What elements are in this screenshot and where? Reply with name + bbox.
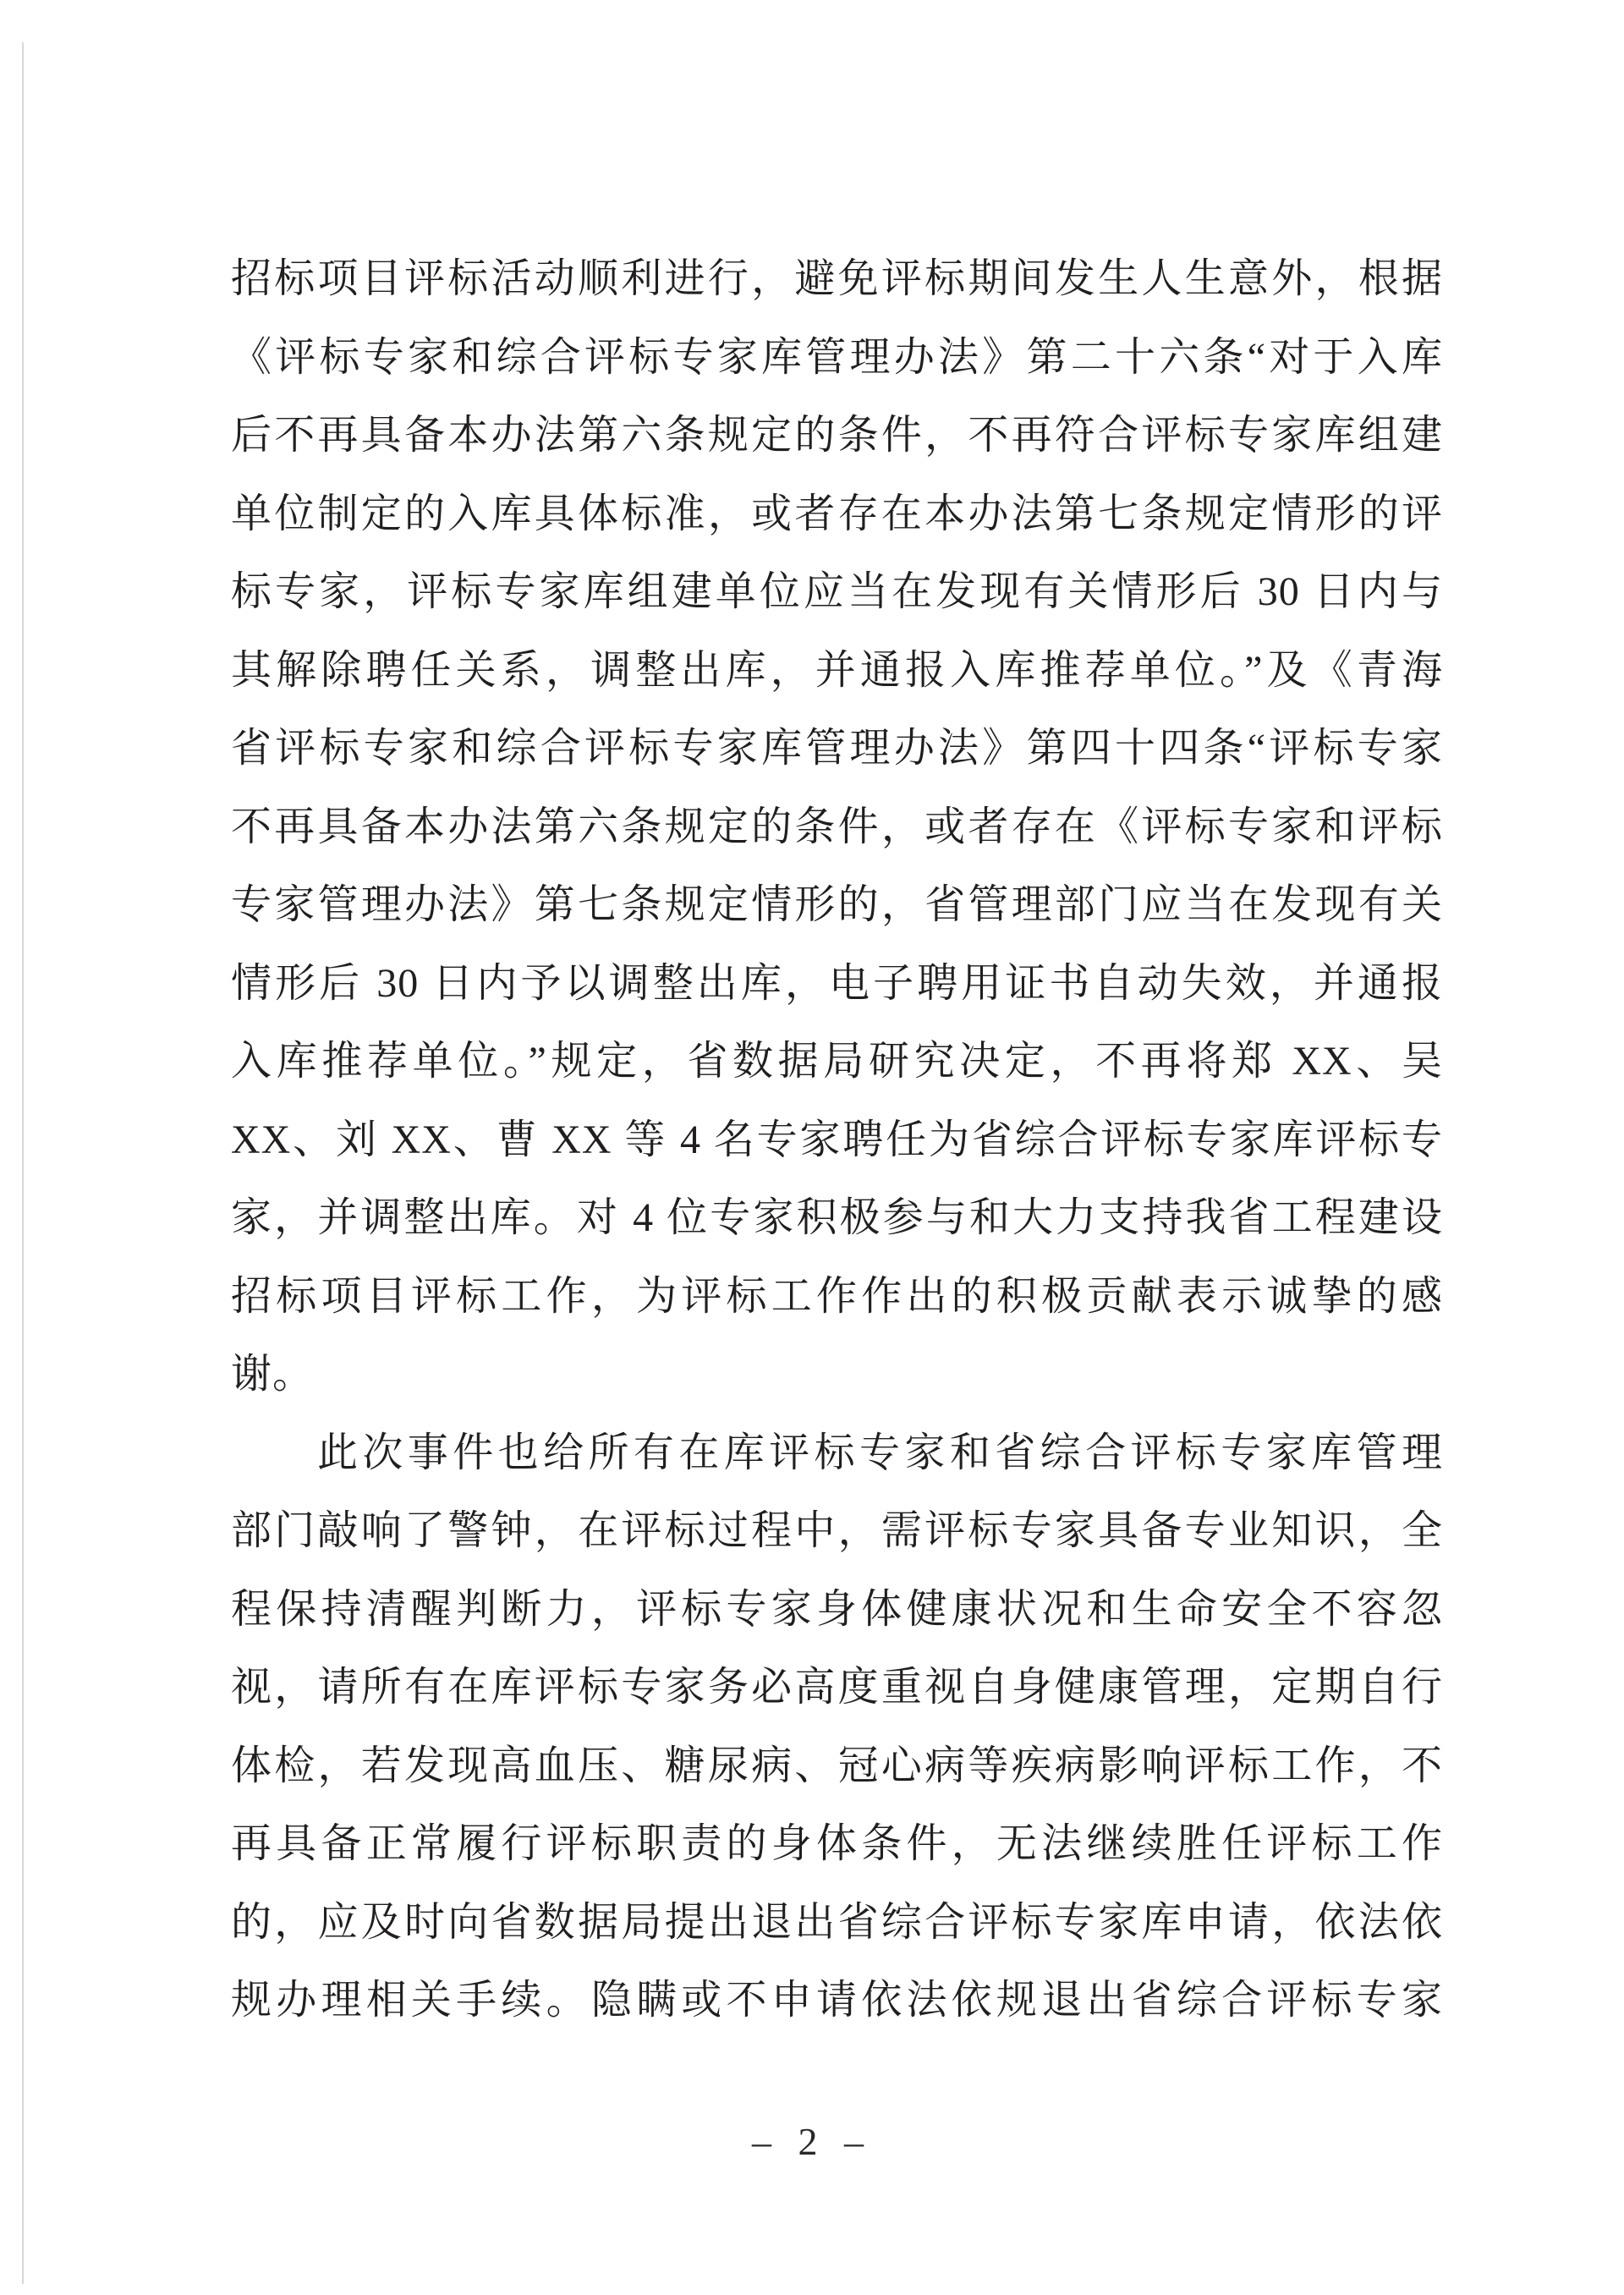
text-line: 入库推荐单位。”规定，省数据局研究决定，不再将郑 XX、吴 (231, 1039, 1443, 1084)
text-line: 省评标专家和综合评标专家库管理办法》第四十四条“评标专家 (231, 726, 1443, 771)
text-line: 情形后 30 日内予以调整出库，电子聘用证书自动失效，并通报 (231, 960, 1443, 1006)
text-line: 规办理相关手续。隐瞒或不申请依法依规退出省综合评标专家 (231, 1978, 1443, 2023)
text-line: 不再具备本办法第六条规定的条件，或者存在《评标专家和评标 (231, 804, 1443, 849)
page-footer (0, 2119, 1624, 2164)
text-line: 招标项目评标工作，为评标工作作出的积极贡献表示诚挚的感 (231, 1273, 1443, 1319)
text-line: 部门敲响了警钟，在评标过程中，需评标专家具备专业知识，全 (231, 1508, 1443, 1553)
text-line: 谢。 (231, 1352, 315, 1397)
scan-edge-line (22, 42, 24, 2284)
text-line: XX、刘 XX、曹 XX 等 4 名专家聘任为省综合评标专家库评标专 (231, 1117, 1443, 1162)
paragraph-1 (231, 240, 1443, 1414)
document-body (231, 240, 1443, 2040)
text-line: 再具备正常履行评标职责的身体条件，无法继续胜任评标工作 (231, 1821, 1443, 1866)
text-line: 招标项目评标活动顺利进行，避免评标期间发生人生意外，根据 (231, 256, 1443, 301)
text-line: 的，应及时向省数据局提出退出省综合评标专家库申请，依法依 (231, 1899, 1443, 1945)
page-number: – 2 – (752, 2120, 872, 2163)
text-line: 单位制定的入库具体标准，或者存在本办法第七条规定情形的评 (231, 491, 1443, 536)
text-line: 《评标专家和综合评标专家库管理办法》第二十六条“对于入库 (231, 334, 1443, 380)
text-line: 标专家，评标专家库组建单位应当在发现有关情形后 30 日内与 (231, 569, 1443, 614)
text-line: 程保持清醒判断力，评标专家身体健康状况和生命安全不容忽 (231, 1586, 1443, 1632)
text-line: 其解除聘任关系，调整出库，并通报入库推荐单位。”及《青海 (231, 647, 1443, 693)
text-line: 后不再具备本办法第六条规定的条件，不再符合评标专家库组建 (231, 413, 1443, 458)
paragraph-2 (231, 1414, 1443, 2040)
text-line: 专家管理办法》第七条规定情形的，省管理部门应当在发现有关 (231, 882, 1443, 927)
text-line: 体检，若发现高血压、糖尿病、冠心病等疾病影响评标工作，不 (231, 1743, 1443, 1788)
text-line: 此次事件也给所有在库评标专家和省综合评标专家库管理 (317, 1430, 1443, 1475)
text-line: 视，请所有在库评标专家务必高度重视自身健康管理，定期自行 (231, 1665, 1443, 1710)
text-line: 家，并调整出库。对 4 位专家积极参与和大力支持我省工程建设 (231, 1195, 1443, 1240)
